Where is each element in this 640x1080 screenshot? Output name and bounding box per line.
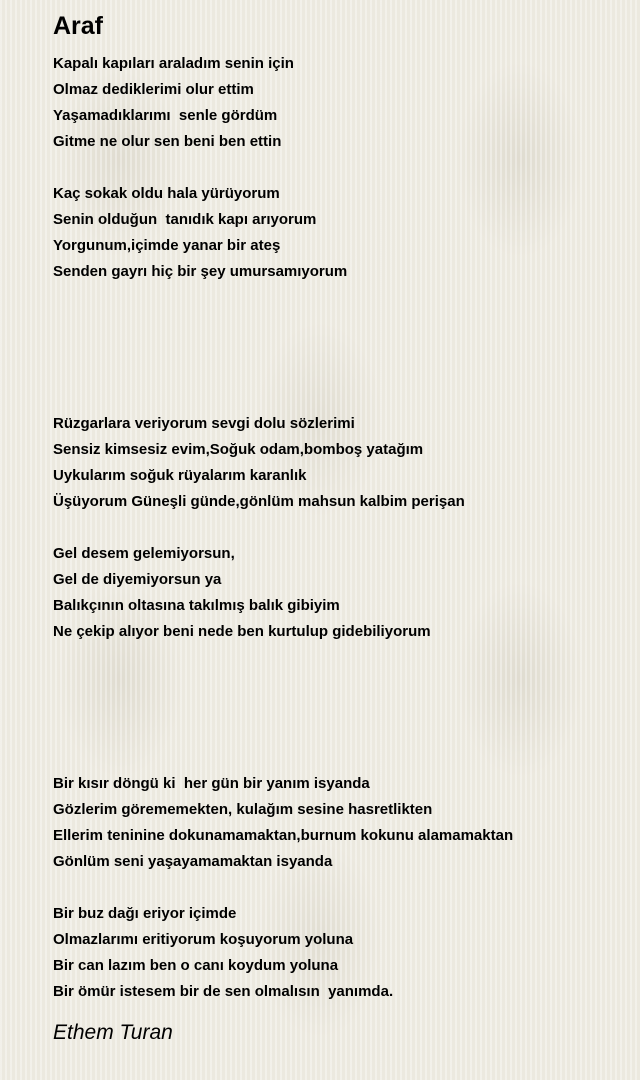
poem-line: Olmazlarımı eritiyorum koşuyorum yoluna bbox=[53, 931, 354, 948]
poem-line: Kapalı kapıları araladım senin için bbox=[53, 55, 294, 72]
poem-line: Senin olduğun tanıdık kapı arıyorum bbox=[53, 211, 317, 228]
poem-line: Kaç sokak oldu hala yürüyorum bbox=[53, 185, 280, 202]
poem-line: Rüzgarlara veriyorum sevgi dolu sözlerimi bbox=[53, 415, 355, 432]
poem-title: Araf bbox=[53, 12, 104, 40]
poem-line: Olmaz dediklerimi olur ettim bbox=[53, 81, 254, 98]
stanza-3 bbox=[53, 411, 465, 515]
stanza-6 bbox=[53, 901, 393, 1005]
poem-line: Bir ömür istesem bir de sen olmalısın yanımda. bbox=[53, 983, 394, 1000]
stanza-2 bbox=[53, 181, 347, 285]
stanza-4 bbox=[53, 541, 431, 645]
poem-line: Gitme ne olur sen beni ben ettin bbox=[53, 133, 282, 150]
poem-line: Senden gayrı hiç bir şey umursamıyorum bbox=[53, 263, 348, 280]
stanza-5 bbox=[53, 771, 513, 875]
poem-line: Bir can lazım ben o canı koydum yoluna bbox=[53, 957, 339, 974]
poem-line: Gönlüm seni yaşayamamaktan isyanda bbox=[53, 853, 333, 870]
poem-line: Üşüyorum Güneşli günde,gönlüm mahsun kalbim perişan bbox=[53, 493, 465, 510]
poem-line: Ne çekip alıyor beni nede ben kurtulup gidebiliyorum bbox=[53, 623, 431, 640]
stanza-1 bbox=[53, 51, 294, 155]
poem-line: Gözlerim görememekten, kulağım sesine hasretlikten bbox=[53, 801, 433, 818]
poem-line: Ellerim teninine dokunamamaktan,burnum kokunu alamamaktan bbox=[53, 827, 514, 844]
poem-line: Uykularım soğuk rüyalarım karanlık bbox=[53, 467, 307, 484]
poem-line: Balıkçının oltasına takılmış balık gibiyim bbox=[53, 597, 340, 614]
poem-line: Bir buz dağı eriyor içimde bbox=[53, 905, 237, 922]
poem-line: Gel de diyemiyorsun ya bbox=[53, 571, 222, 588]
poem-line: Yaşamadıklarımı senle gördüm bbox=[53, 107, 278, 124]
poem-author: Ethem Turan bbox=[53, 1021, 173, 1044]
poem-line: Sensiz kimsesiz evim,Soğuk odam,bomboş yatağım bbox=[53, 441, 424, 458]
poem-line: Yorgunum,içimde yanar bir ateş bbox=[53, 237, 281, 254]
poem-line: Bir kısır döngü ki her gün bir yanım isyanda bbox=[53, 775, 370, 792]
poem-line: Gel desem gelemiyorsun, bbox=[53, 545, 235, 562]
